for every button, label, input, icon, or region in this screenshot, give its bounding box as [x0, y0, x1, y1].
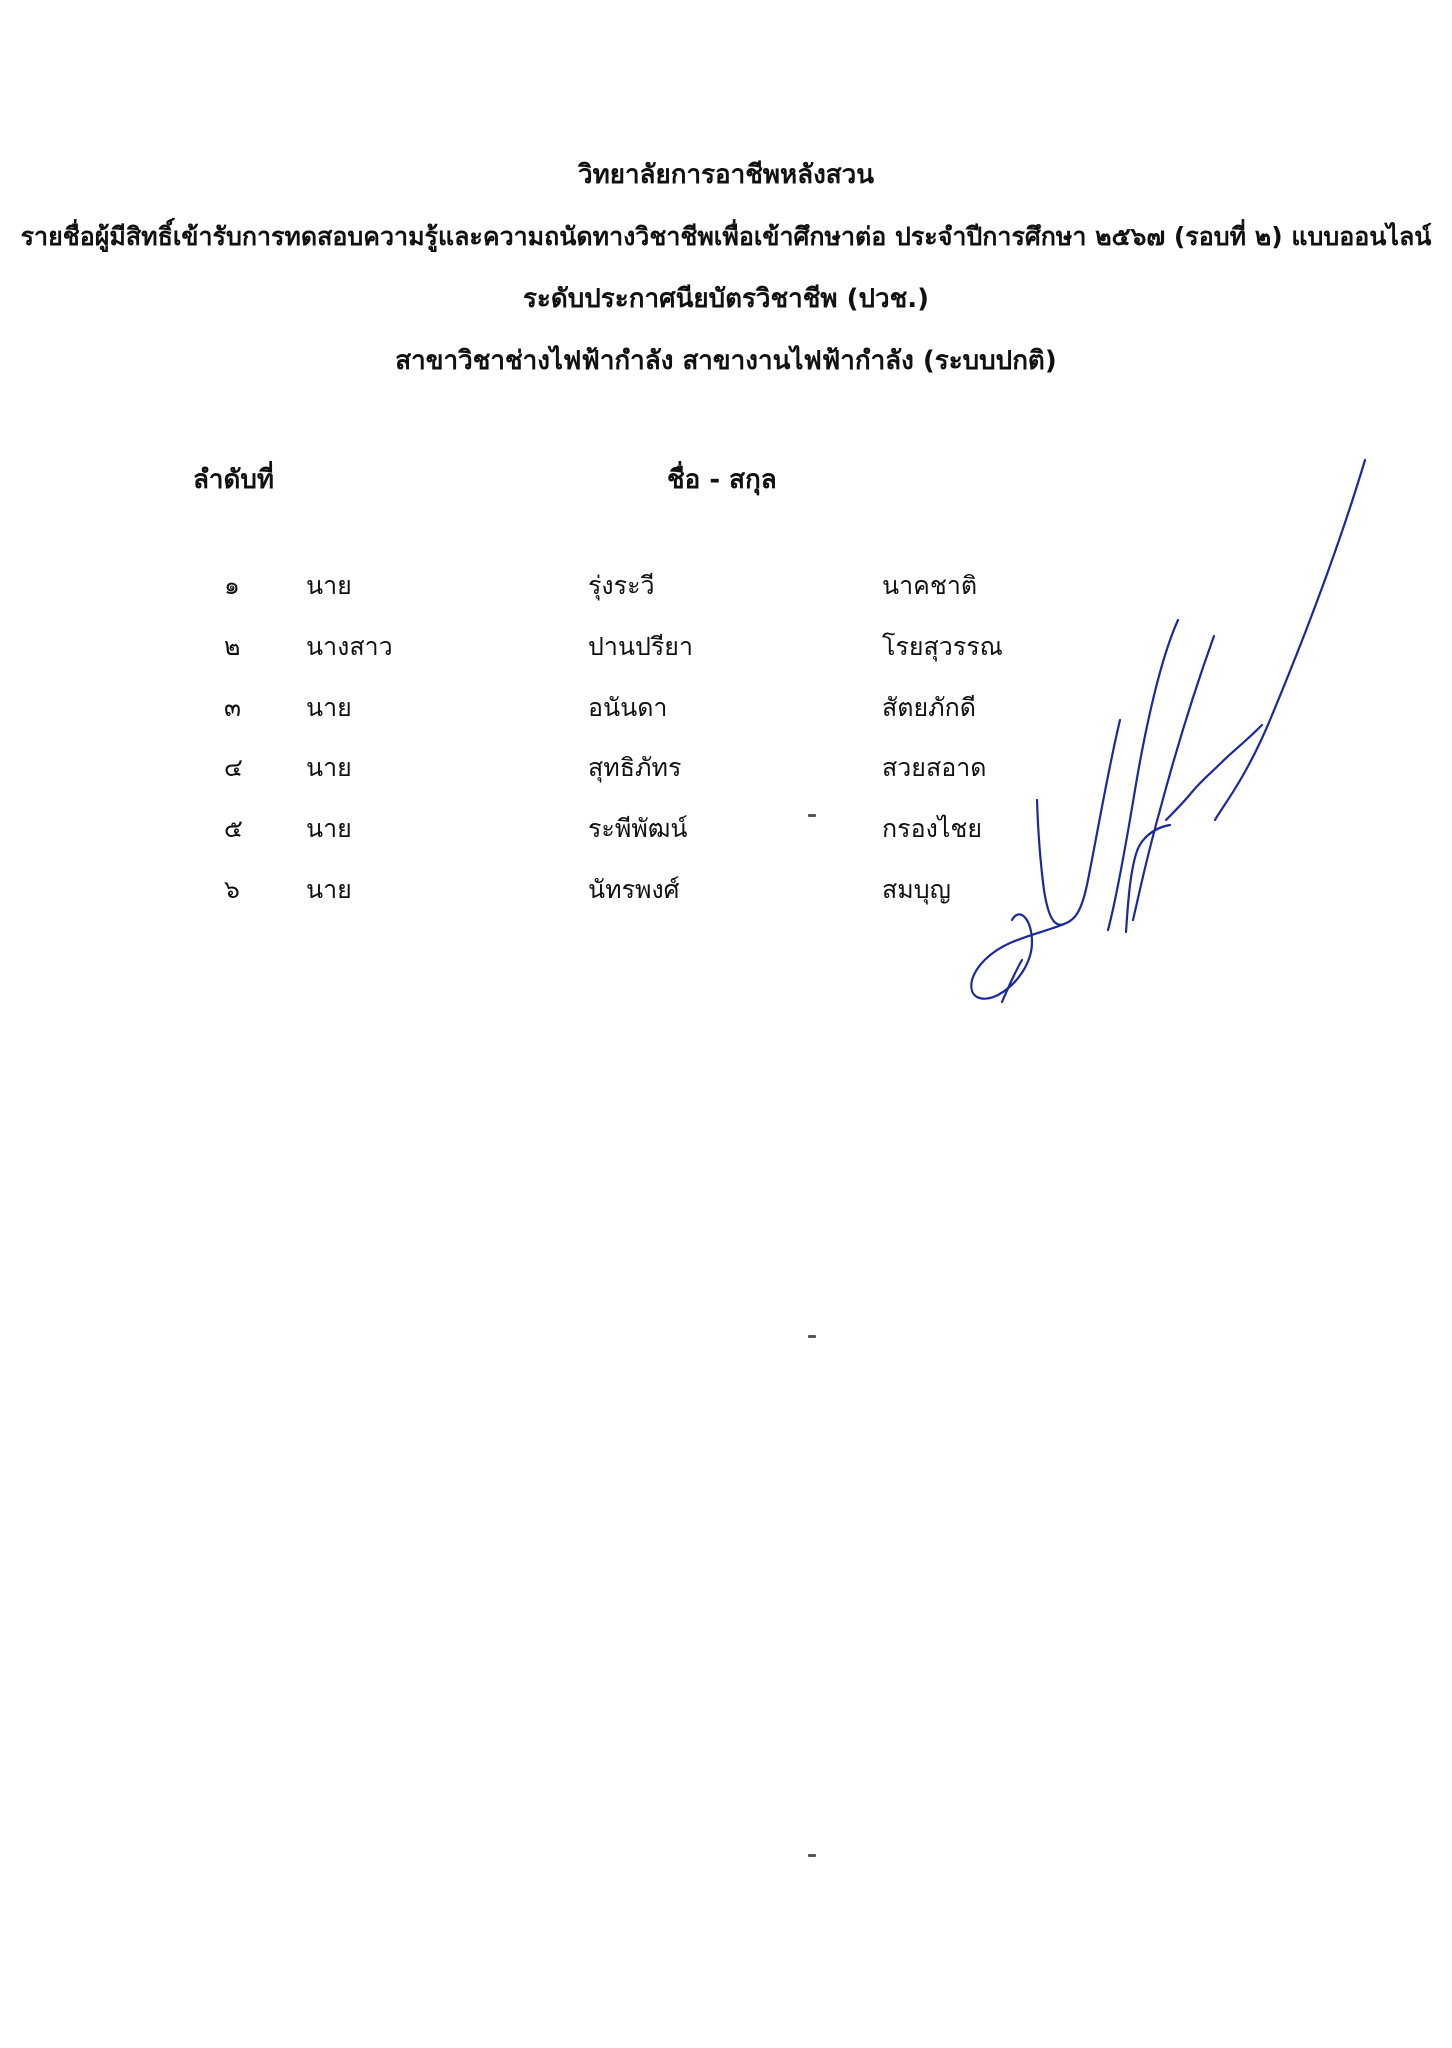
row-number: ๒ — [224, 632, 241, 661]
signature-stroke — [1002, 960, 1022, 1002]
row-first-name: รุ่งระวี — [588, 571, 655, 600]
row-first-name: ระพีพัฒน์ — [588, 814, 688, 843]
row-title: นางสาว — [306, 632, 393, 661]
row-number: ๕ — [224, 814, 243, 843]
scan-speck — [808, 1854, 816, 1857]
row-number: ๖ — [224, 875, 240, 904]
row-last-name: นาคชาติ — [882, 571, 978, 600]
scan-speck — [808, 814, 816, 817]
row-last-name: สวยสอาด — [882, 753, 987, 782]
column-header-name: ชื่อ - สกุล — [667, 465, 777, 495]
scan-speck — [808, 1335, 816, 1338]
signature-stroke — [1133, 636, 1214, 920]
row-last-name: สมบุญ — [882, 875, 951, 904]
row-number: ๓ — [224, 693, 242, 722]
row-last-name: สัตยภักดี — [882, 693, 976, 722]
signature — [940, 450, 1380, 1010]
program-title: สาขาวิชาช่างไฟฟ้ากำลัง สาขางานไฟฟ้ากำลัง (ระบบปกติ) — [395, 346, 1057, 376]
row-last-name: กรองไชย — [882, 814, 982, 843]
signature-stroke — [971, 914, 1064, 998]
row-first-name: ปานปรียา — [588, 632, 693, 661]
row-first-name: อนันดา — [588, 693, 668, 722]
row-title: นาย — [306, 693, 352, 722]
signature-stroke — [1108, 620, 1178, 930]
signature-stroke — [1215, 460, 1365, 820]
signature-stroke — [1037, 720, 1120, 925]
institution-title: วิทยาลัยการอาชีพหลังสวน — [577, 160, 875, 190]
level-title: ระดับประกาศนียบัตรวิชาชีพ (ปวช.) — [522, 284, 930, 314]
row-title: นาย — [306, 875, 352, 904]
row-first-name: สุทธิภัทร — [588, 753, 682, 782]
row-number: ๑ — [224, 571, 240, 600]
signature-stroke — [1126, 825, 1170, 932]
row-first-name: นัทรพงศ์ — [588, 875, 680, 904]
row-title: นาย — [306, 571, 352, 600]
row-number: ๔ — [224, 753, 243, 782]
row-title: นาย — [306, 814, 352, 843]
column-header-number: ลำดับที่ — [193, 465, 275, 495]
list-title: รายชื่อผู้มีสิทธิ์เข้ารับการทดสอบความรู้และความถนัดทางวิชาชีพเพื่อเข้าศึกษาต่อ ประจำปีการศึกษา ๒๕๖๗ (รอบที่ ๒) แบบออนไลน์ — [20, 222, 1432, 251]
row-title: นาย — [306, 753, 352, 782]
row-last-name: โรยสุวรรณ — [882, 632, 1003, 661]
